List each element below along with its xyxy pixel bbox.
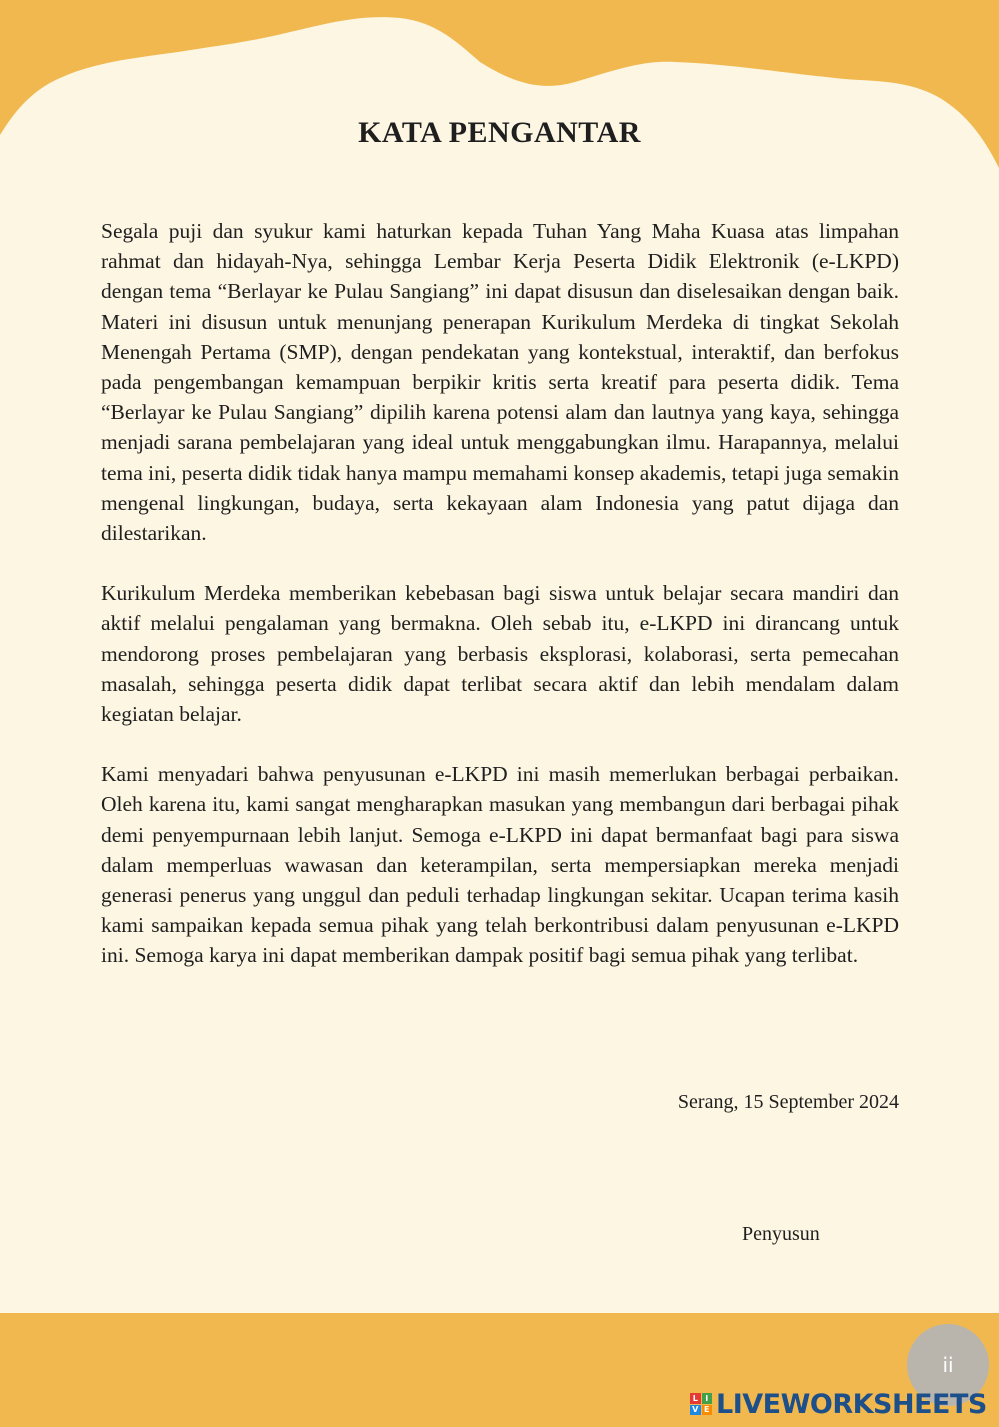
top-wave-decoration (0, 0, 999, 180)
liveworksheets-brand[interactable] (690, 1388, 987, 1420)
page-title: KATA PENGANTAR (358, 116, 641, 149)
logo-tile-e: E (702, 1405, 713, 1416)
liveworksheets-wordmark: LIVEWORKSHEETS (716, 1388, 987, 1420)
signature-place-date: Serang, 15 September 2024 (677, 1091, 899, 1113)
paragraph-curriculum: Kurikulum Merdeka memberikan kebebasan bagi siswa untuk belajar secara mandiri dan aktif melalui pengalaman yang bermakna. Oleh sebab itu, e-LKPD ini dirancang untuk mendorong proses pembelajaran yang berbasis eksplorasi, kolaborasi, serta pemecahan masalah, sehingga peserta didik dapat terlibat secara aktif dan lebih mendalam dalam kegiatan belajar. (101, 581, 899, 727)
logo-tile-i: I (702, 1393, 713, 1404)
body-text (101, 216, 899, 1001)
paragraph-intro: Segala puji dan syukur kami haturkan kepada Tuhan Yang Maha Kuasa atas limpahan rahmat dan hidayah-Nya, sehingga Lembar Kerja Peserta Didik Elektronik (e-LKPD) dengan tema “Berlayar ke Pulau Sangiang” ini dapat disusun dan diselesaikan dengan baik. Materi ini disusun untuk menunjang penerapan Kurikulum Merdeka di tingkat Sekolah Menengah Pertama (SMP), dengan pendekatan yang kontekstual, interaktif, dan berfokus pada pengembangan kemampuan berpikir kritis serta kreatif para peserta didik. Tema “Berlayar ke Pulau Sangiang” dipilih karena potensi alam dan lautnya yang kaya, sehingga menjadi sarana pembelajaran yang ideal untuk menggabungkan ilmu. Harapannya, melalui tema ini, peserta didik tidak hanya mampu memahami konsep akademis, tetapi juga semakin mengenal lingkungan, budaya, serta kekayaan alam Indonesia yang patut dijaga dan dilestarikan. (101, 219, 899, 546)
paragraph-closing: Kami menyadari bahwa penyusunan e-LKPD ini masih memerlukan berbagai perbaikan. Oleh karena itu, kami sangat mengharapkan masukan yang membangun dari berbagai pihak demi penyempurnaan lebih lanjut. Semoga e-LKPD ini dapat bermanfaat bagi para siswa dalam memperluas wawasan dan keterampilan, serta mempersiapkan mereka menjadi generasi penerus yang unggul dan peduli terhadap lingkungan sekitar. Ucapan terima kasih kami sampaikan kepada semua pihak yang telah berkontribusi dalam penyusunan e-LKPD ini. Semoga karya ini dapat memberikan dampak positif bagi semua pihak yang terlibat. (101, 762, 899, 968)
logo-tile-v: V (690, 1405, 701, 1416)
signature-author: Penyusun (742, 1223, 820, 1245)
liveworksheets-logo-icon (690, 1393, 712, 1415)
page-number: ii (942, 1353, 954, 1377)
logo-tile-l: L (690, 1393, 701, 1404)
